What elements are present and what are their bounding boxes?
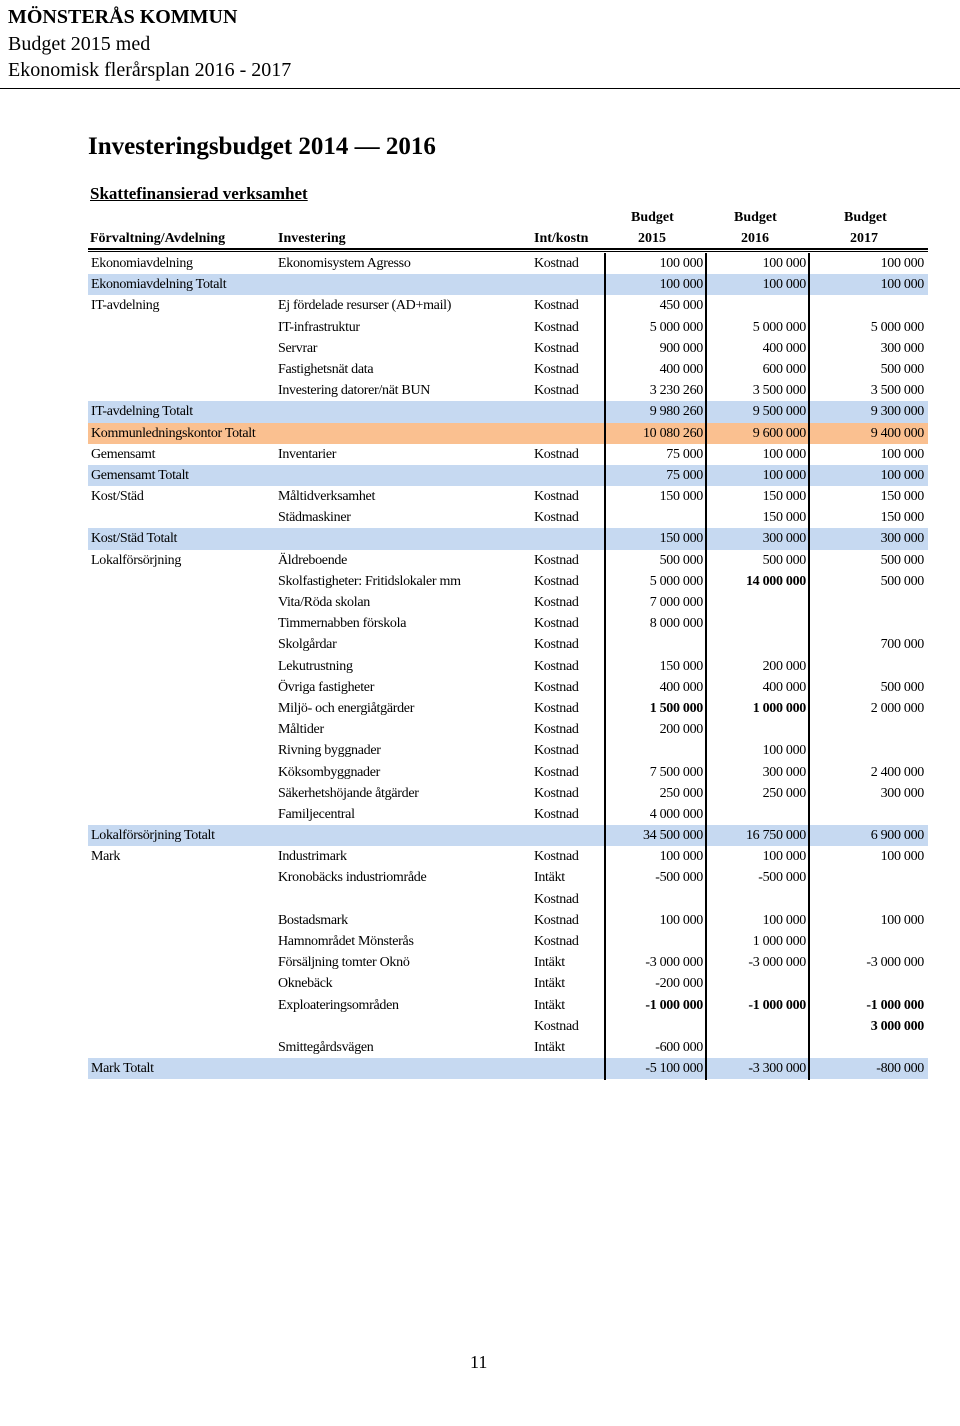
investering-cell: Fastighetsnät data <box>278 361 374 377</box>
table-row <box>88 740 928 761</box>
intkostn-cell: Kostnad <box>534 489 579 505</box>
forvaltning-cell: Ekonomiavdelning <box>91 256 193 271</box>
table-row <box>88 656 928 677</box>
investering-cell: Skolfastigheter: Fritidslokaler mm <box>278 573 461 589</box>
investering-cell: Måltider <box>278 722 324 738</box>
budget-2016-cell: 100 000 <box>762 912 806 928</box>
investering-cell: Vita/Röda skolan <box>278 595 370 610</box>
budget-2017-cell: 500 000 <box>880 361 924 377</box>
investering-cell: Ej fördelade resurser (AD+mail) <box>278 298 452 314</box>
table-row <box>88 952 928 973</box>
col-header-intkostn: Int/kostn <box>534 231 589 246</box>
budget-2016-cell: 3 500 000 <box>752 383 806 399</box>
table-row <box>88 550 928 571</box>
investering-cell: Äldreboende <box>278 552 348 568</box>
budget-2017-cell: 100 000 <box>880 277 924 293</box>
budget-2017-cell: 150 000 <box>880 510 924 526</box>
page-title: Investeringsbudget 2014 — 2016 <box>88 133 436 160</box>
budget-2015-cell: 100 000 <box>659 912 703 928</box>
budget-2015-cell: 34 500 000 <box>642 828 703 844</box>
budget-2016-cell: 300 000 <box>762 764 806 780</box>
table-row <box>88 762 928 783</box>
budget-2015-cell: -1 000 000 <box>645 997 703 1013</box>
forvaltning-cell: Kommunledningskontor Totalt <box>91 425 256 441</box>
intkostn-cell: Kostnad <box>534 700 579 716</box>
table-row <box>88 931 928 952</box>
table-row <box>88 910 928 931</box>
investering-cell: Familjecentral <box>278 806 355 822</box>
investering-cell: Inventarier <box>278 446 337 462</box>
intkostn-cell: Kostnad <box>534 383 579 399</box>
forvaltning-cell: Gemensamt Totalt <box>91 467 189 483</box>
budget-2017-cell: 500 000 <box>880 573 924 589</box>
intkostn-cell: Kostnad <box>534 616 579 632</box>
budget-2016-cell: -1 000 000 <box>748 997 806 1013</box>
section-title: Skattefinansierad verksamhet <box>90 184 308 203</box>
intkostn-cell: Kostnad <box>534 319 579 335</box>
investering-cell: Måltidverksamhet <box>278 489 376 505</box>
header-rule <box>88 248 928 250</box>
table-row <box>88 698 928 719</box>
budget-2015-cell: -500 000 <box>655 870 703 886</box>
intkostn-cell: Kostnad <box>534 891 579 907</box>
budget-2016-cell: 250 000 <box>762 785 806 801</box>
budget-2017-cell: 100 000 <box>880 256 924 271</box>
forvaltning-cell: Lokalförsörjning <box>91 552 182 568</box>
intkostn-cell: Kostnad <box>534 595 579 610</box>
intkostn-cell: Intäkt <box>534 976 565 992</box>
budget-2015-cell: 900 000 <box>659 340 703 356</box>
intkostn-cell: Kostnad <box>534 446 579 462</box>
budget-2016-cell: 400 000 <box>762 340 806 356</box>
investering-cell: Bostadsmark <box>278 912 348 928</box>
table-row <box>88 359 928 380</box>
investering-cell: Försäljning tomter Oknö <box>278 955 410 971</box>
budget-2016-cell: 100 000 <box>762 256 806 271</box>
budget-2015-cell: -200 000 <box>655 976 703 992</box>
budget-2016-cell: 150 000 <box>762 510 806 526</box>
investering-cell: Skolgårdar <box>278 637 337 653</box>
forvaltning-cell: Ekonomiavdelning Totalt <box>91 277 227 293</box>
investering-cell: Köksombyggnader <box>278 764 381 780</box>
intkostn-cell: Kostnad <box>534 552 579 568</box>
table-row <box>88 338 928 359</box>
budget-2016-cell: 100 000 <box>762 849 806 865</box>
table-row <box>88 846 928 867</box>
budget-2015-cell: 8 000 000 <box>649 616 703 632</box>
budget-2015-cell: 1 500 000 <box>649 700 703 716</box>
budget-2015-cell: 400 000 <box>659 679 703 695</box>
forvaltning-cell: Kost/Städ <box>91 489 144 505</box>
intkostn-cell: Kostnad <box>534 573 579 589</box>
budget-2016-cell: -3 000 000 <box>748 955 806 971</box>
investering-cell: Övriga fastigheter <box>278 679 375 695</box>
intkostn-cell: Kostnad <box>534 934 579 949</box>
intkostn-cell: Kostnad <box>534 658 579 674</box>
budget-2017-cell: 5 000 000 <box>870 319 924 335</box>
budget-2015-cell: 200 000 <box>659 722 703 738</box>
table-row <box>88 592 928 613</box>
budget-2015-cell: 4 000 000 <box>649 806 703 822</box>
budget-2016-cell: 500 000 <box>762 552 806 568</box>
budget-2015-cell: -600 000 <box>655 1039 703 1055</box>
investering-cell: Säkerhetshöjande åtgärder <box>278 785 419 801</box>
budget-2015-cell: 100 000 <box>659 256 703 271</box>
budget-2016-cell: 600 000 <box>762 361 806 377</box>
investering-cell: Servrar <box>278 340 318 356</box>
investering-cell: Rivning byggnader <box>278 743 381 759</box>
col-header-forvaltning: Förvaltning/Avdelning <box>90 231 226 246</box>
col-header-budget-2017: Budget <box>844 210 887 225</box>
table-row <box>88 317 928 338</box>
budget-2015-cell: 10 080 260 <box>642 425 703 441</box>
intkostn-cell: Intäkt <box>534 955 565 971</box>
intkostn-cell: Kostnad <box>534 1018 579 1034</box>
budget-2015-cell: 100 000 <box>659 849 703 865</box>
total-row <box>88 1058 928 1079</box>
header-plan-line: Ekonomisk flerårsplan 2016 - 2017 <box>8 59 292 81</box>
table-row <box>88 507 928 528</box>
table-row <box>88 677 928 698</box>
municipality-name: MÖNSTERÅS KOMMUN <box>8 6 238 28</box>
table-row <box>88 613 928 634</box>
table-row <box>88 783 928 804</box>
budget-2017-cell: 3 500 000 <box>870 383 924 399</box>
document-header <box>0 0 960 89</box>
budget-2015-cell: 500 000 <box>659 552 703 568</box>
intkostn-cell: Kostnad <box>534 361 579 377</box>
budget-2017-cell: 500 000 <box>880 552 924 568</box>
budget-2017-cell: 500 000 <box>880 679 924 695</box>
budget-2015-cell: 150 000 <box>659 531 703 547</box>
investering-cell: Miljö- och energiåtgärder <box>278 700 415 716</box>
total-row <box>88 825 928 846</box>
budget-2016-cell: 150 000 <box>762 489 806 505</box>
col-header-budget-2015: Budget <box>631 210 674 225</box>
budget-2016-cell: 14 000 000 <box>745 573 806 589</box>
budget-2017-cell: -1 000 000 <box>866 997 924 1013</box>
table-row <box>88 486 928 507</box>
budget-2016-cell: 100 000 <box>762 467 806 483</box>
forvaltning-cell: IT-avdelning Totalt <box>91 404 193 420</box>
total-row <box>88 465 928 486</box>
budget-2015-cell: 150 000 <box>659 658 703 674</box>
investment-table <box>88 253 928 1079</box>
intkostn-cell: Kostnad <box>534 785 579 801</box>
intkostn-cell: Kostnad <box>534 256 579 271</box>
table-row <box>88 719 928 740</box>
table-row <box>88 1016 928 1037</box>
total-row <box>88 401 928 422</box>
table-row <box>88 1037 928 1058</box>
budget-2017-cell: 700 000 <box>880 637 924 653</box>
table-row <box>88 804 928 825</box>
budget-2015-cell: 5 000 000 <box>649 319 703 335</box>
budget-2015-cell: 450 000 <box>659 298 703 314</box>
forvaltning-cell: Mark Totalt <box>91 1061 154 1077</box>
investering-cell: Industrimark <box>278 849 347 865</box>
investering-cell: Kronobäcks industriområde <box>278 870 427 886</box>
investering-cell: Smittegårdsvägen <box>278 1039 374 1055</box>
budget-2017-cell: 100 000 <box>880 849 924 865</box>
intkostn-cell: Intäkt <box>534 1039 565 1055</box>
budget-2017-cell: 2 000 000 <box>870 700 924 716</box>
budget-2015-cell: 75 000 <box>666 446 703 462</box>
intkostn-cell: Kostnad <box>534 637 579 653</box>
forvaltning-cell: Mark <box>91 849 121 865</box>
budget-2016-cell: 1 000 000 <box>752 934 806 949</box>
header-rule-thin <box>88 251 928 252</box>
budget-2016-cell: 200 000 <box>762 658 806 674</box>
total-row <box>88 274 928 295</box>
investering-cell: Lekutrustning <box>278 658 353 674</box>
budget-2017-cell: 6 900 000 <box>870 828 924 844</box>
column-divider-2015 <box>604 253 606 1080</box>
intkostn-cell: Kostnad <box>534 298 579 314</box>
budget-2015-cell: -5 100 000 <box>645 1061 703 1077</box>
header-budget-line: Budget 2015 med <box>8 33 151 55</box>
col-header-year-2015: 2015 <box>638 231 666 246</box>
intkostn-cell: Kostnad <box>534 806 579 822</box>
forvaltning-cell: Gemensamt <box>91 446 156 462</box>
table-row <box>88 889 928 910</box>
budget-2016-cell: 9 500 000 <box>752 404 806 420</box>
page-number: 11 <box>470 1352 488 1372</box>
forvaltning-cell: Lokalförsörjning Totalt <box>91 828 215 844</box>
budget-2017-cell: 300 000 <box>880 531 924 547</box>
budget-2017-cell: 9 300 000 <box>870 404 924 420</box>
col-header-year-2017: 2017 <box>850 231 878 246</box>
budget-2017-cell: 100 000 <box>880 912 924 928</box>
investering-cell: Exploateringsområden <box>278 997 399 1013</box>
budget-2017-cell: 100 000 <box>880 446 924 462</box>
budget-2017-cell: 150 000 <box>880 489 924 505</box>
budget-2016-cell: 1 000 000 <box>752 700 806 716</box>
col-header-investering: Investering <box>278 231 346 246</box>
investering-cell: Investering datorer/nät BUN <box>278 383 431 399</box>
total-row <box>88 423 928 444</box>
budget-2017-cell: -800 000 <box>876 1061 924 1077</box>
budget-2016-cell: 100 000 <box>762 743 806 759</box>
budget-2015-cell: 9 980 260 <box>649 404 703 420</box>
budget-2015-cell: 150 000 <box>659 489 703 505</box>
table-row <box>88 867 928 888</box>
budget-2016-cell: 9 600 000 <box>752 425 806 441</box>
budget-2016-cell: 100 000 <box>762 446 806 462</box>
budget-2015-cell: -3 000 000 <box>645 955 703 971</box>
total-row <box>88 528 928 549</box>
intkostn-cell: Intäkt <box>534 997 565 1013</box>
investering-cell: Ekonomisystem Agresso <box>278 256 411 271</box>
column-divider-2017 <box>808 253 810 1080</box>
budget-2017-cell: 2 400 000 <box>870 764 924 780</box>
col-header-budget-2016: Budget <box>734 210 777 225</box>
investering-cell: Städmaskiner <box>278 510 351 526</box>
budget-2017-cell: 3 000 000 <box>870 1018 924 1034</box>
intkostn-cell: Kostnad <box>534 743 579 759</box>
intkostn-cell: Kostnad <box>534 764 579 780</box>
budget-2017-cell: 100 000 <box>880 467 924 483</box>
column-divider-2016 <box>705 253 707 1080</box>
table-row <box>88 444 928 465</box>
table-row <box>88 995 928 1016</box>
budget-2015-cell: 250 000 <box>659 785 703 801</box>
investering-cell: Hamnområdet Mönsterås <box>278 934 414 949</box>
intkostn-cell: Kostnad <box>534 912 579 928</box>
budget-2016-cell: 300 000 <box>762 531 806 547</box>
budget-2017-cell: 300 000 <box>880 785 924 801</box>
forvaltning-cell: Kost/Städ Totalt <box>91 531 178 547</box>
investering-cell: Timmernabben förskola <box>278 616 407 632</box>
table-row <box>88 295 928 316</box>
budget-2015-cell: 7 000 000 <box>649 595 703 610</box>
intkostn-cell: Kostnad <box>534 510 579 526</box>
intkostn-cell: Kostnad <box>534 849 579 865</box>
forvaltning-cell: IT-avdelning <box>91 298 160 314</box>
intkostn-cell: Intäkt <box>534 870 565 886</box>
budget-2015-cell: 5 000 000 <box>649 573 703 589</box>
col-header-year-2016: 2016 <box>741 231 769 246</box>
budget-2015-cell: 400 000 <box>659 361 703 377</box>
budget-2017-cell: 9 400 000 <box>870 425 924 441</box>
intkostn-cell: Kostnad <box>534 722 579 738</box>
intkostn-cell: Kostnad <box>534 679 579 695</box>
budget-2016-cell: -3 300 000 <box>748 1061 806 1077</box>
budget-2016-cell: -500 000 <box>758 870 806 886</box>
budget-2015-cell: 7 500 000 <box>649 764 703 780</box>
table-row <box>88 973 928 994</box>
investering-cell: IT-infrastruktur <box>278 319 360 335</box>
intkostn-cell: Kostnad <box>534 340 579 356</box>
budget-2015-cell: 100 000 <box>659 277 703 293</box>
budget-2015-cell: 75 000 <box>666 467 703 483</box>
table-row <box>88 380 928 401</box>
table-row <box>88 571 928 592</box>
budget-2016-cell: 100 000 <box>762 277 806 293</box>
budget-2016-cell: 16 750 000 <box>745 828 806 844</box>
budget-2017-cell: 300 000 <box>880 340 924 356</box>
budget-2017-cell: -3 000 000 <box>866 955 924 971</box>
table-row <box>88 634 928 655</box>
budget-2016-cell: 400 000 <box>762 679 806 695</box>
investering-cell: Oknebäck <box>278 976 333 992</box>
budget-2015-cell: 3 230 260 <box>649 383 703 399</box>
table-row <box>88 253 928 274</box>
budget-2016-cell: 5 000 000 <box>752 319 806 335</box>
